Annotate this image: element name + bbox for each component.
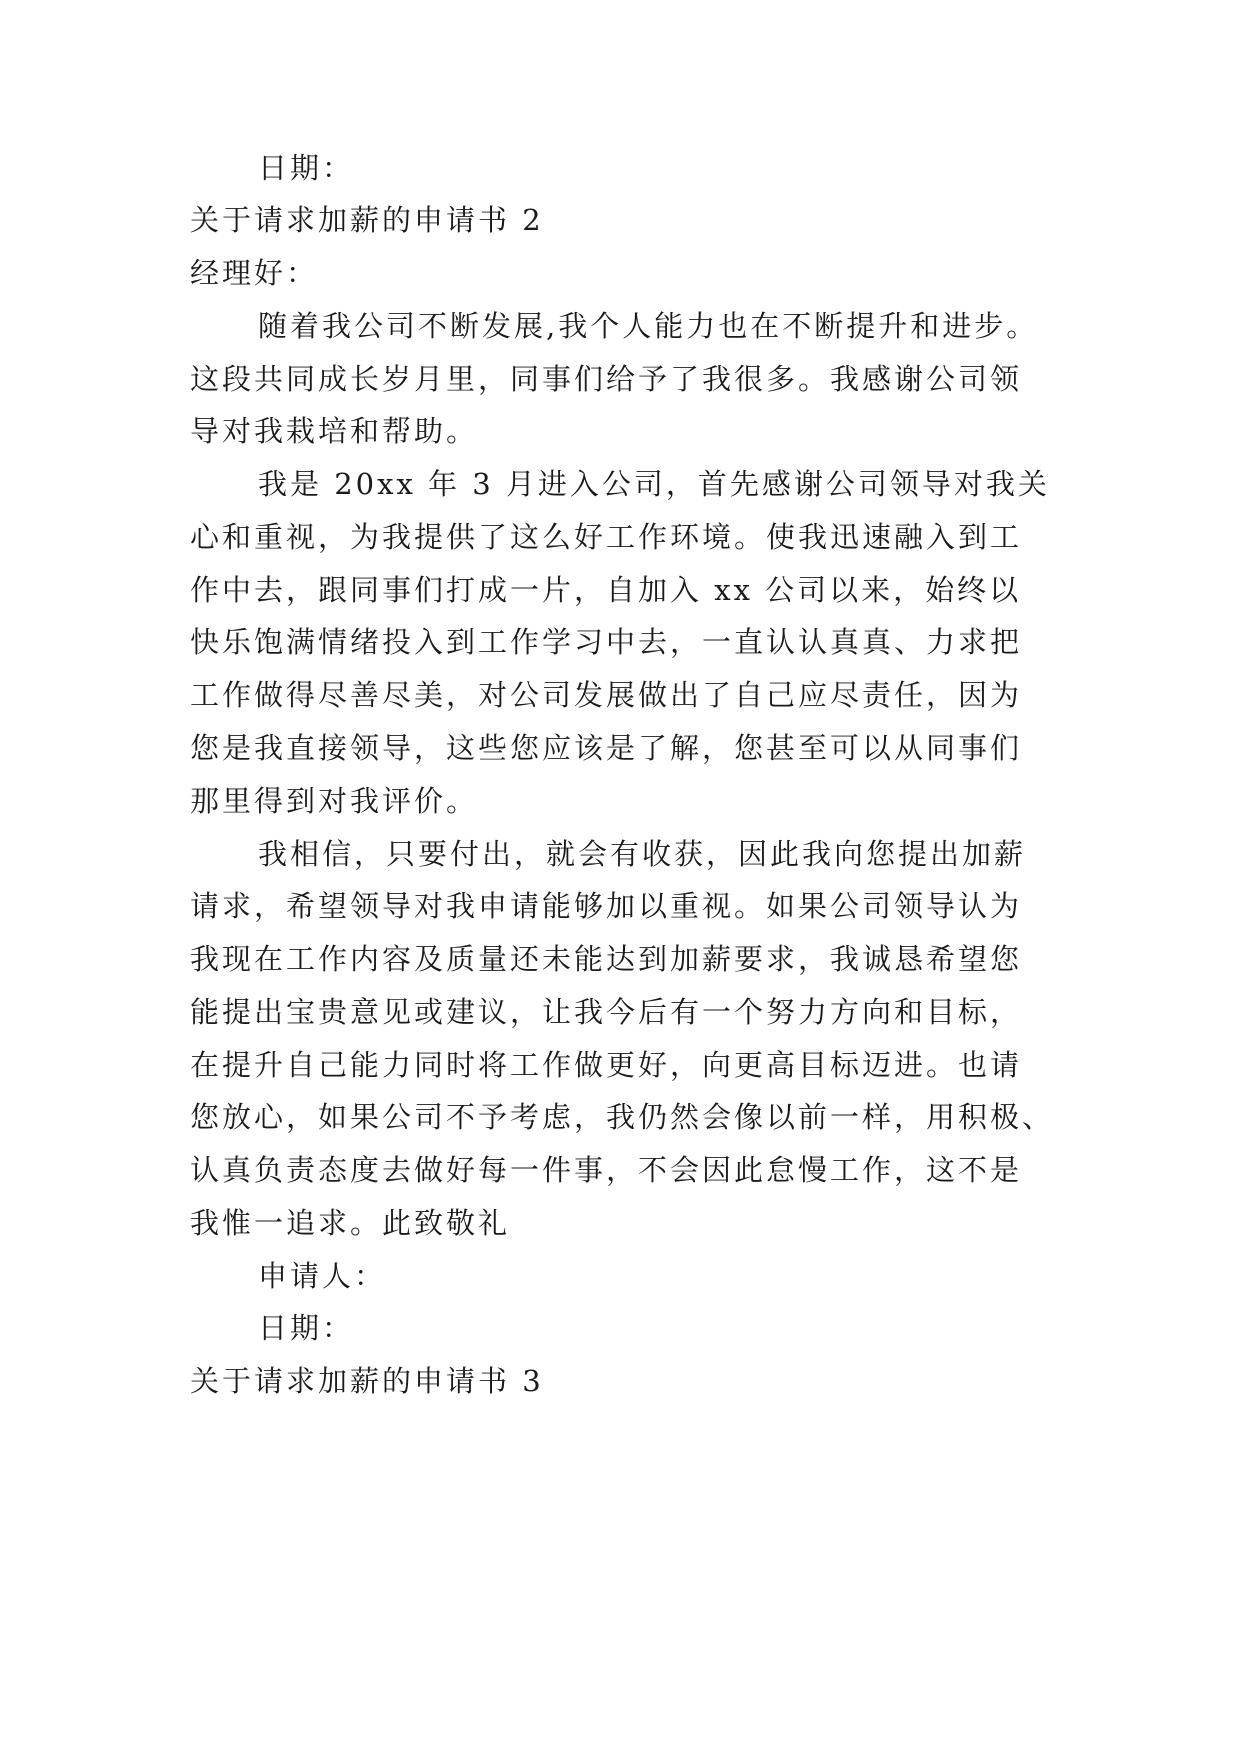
section-title: 关于请求加薪的申请书 3 [190,1364,544,1398]
text-line: 请求，希望领导对我申请能够加以重视。如果公司领导认为 [190,889,1023,923]
text-line: 随着我公司不断发展,我个人能力也在不断提升和进步。 [258,309,1039,343]
date-label: 日期： [258,151,355,185]
text-line: 我惟一追求。此致敬礼 [190,1206,511,1240]
text-line: 这段共同成长岁月里，同事们给予了我很多。我感谢公司领 [190,362,1023,396]
text-line: 心和重视，为我提供了这么好工作环境。使我迅速融入到工 [190,520,1023,554]
text-line: 工作做得尽善尽美，对公司发展做出了自己应尽责任，因为 [190,678,1023,712]
text-line: 在提升自己能力同时将工作做更好，向更高目标迈进。也请 [190,1048,1023,1082]
text-line: 作中去，跟同事们打成一片，自加入 xx 公司以来，始终以 [190,573,1022,607]
section-title: 关于请求加薪的申请书 2 [190,203,544,237]
text-line: 您放心，如果公司不予考虑，我仍然会像以前一样，用积极、 [190,1100,1055,1134]
applicant-label: 申请人： [258,1259,387,1293]
text-line: 您是我直接领导，这些您应该是了解，您甚至可以从同事们 [190,731,1023,765]
text-line: 导对我栽培和帮助。 [190,414,479,448]
text-line: 我现在工作内容及质量还未能达到加薪要求，我诚恳希望您 [190,942,1023,976]
text-line: 我相信，只要付出，就会有收获，因此我向您提出加薪 [258,837,1027,871]
date-label: 日期： [258,1311,355,1345]
salutation: 经理好： [190,256,319,290]
text-line: 能提出宝贵意见或建议，让我今后有一个努力方向和目标， [190,995,1023,1029]
text-line: 那里得到对我评价。 [190,784,479,818]
text-line: 我是 20xx 年 3 月进入公司，首先感谢公司领导对我关 [258,467,1050,501]
text-line: 认真负责态度去做好每一件事，不会因此怠慢工作，这不是 [190,1153,1023,1187]
text-line: 快乐饱满情绪投入到工作学习中去，一直认认真真、力求把 [190,625,1023,659]
